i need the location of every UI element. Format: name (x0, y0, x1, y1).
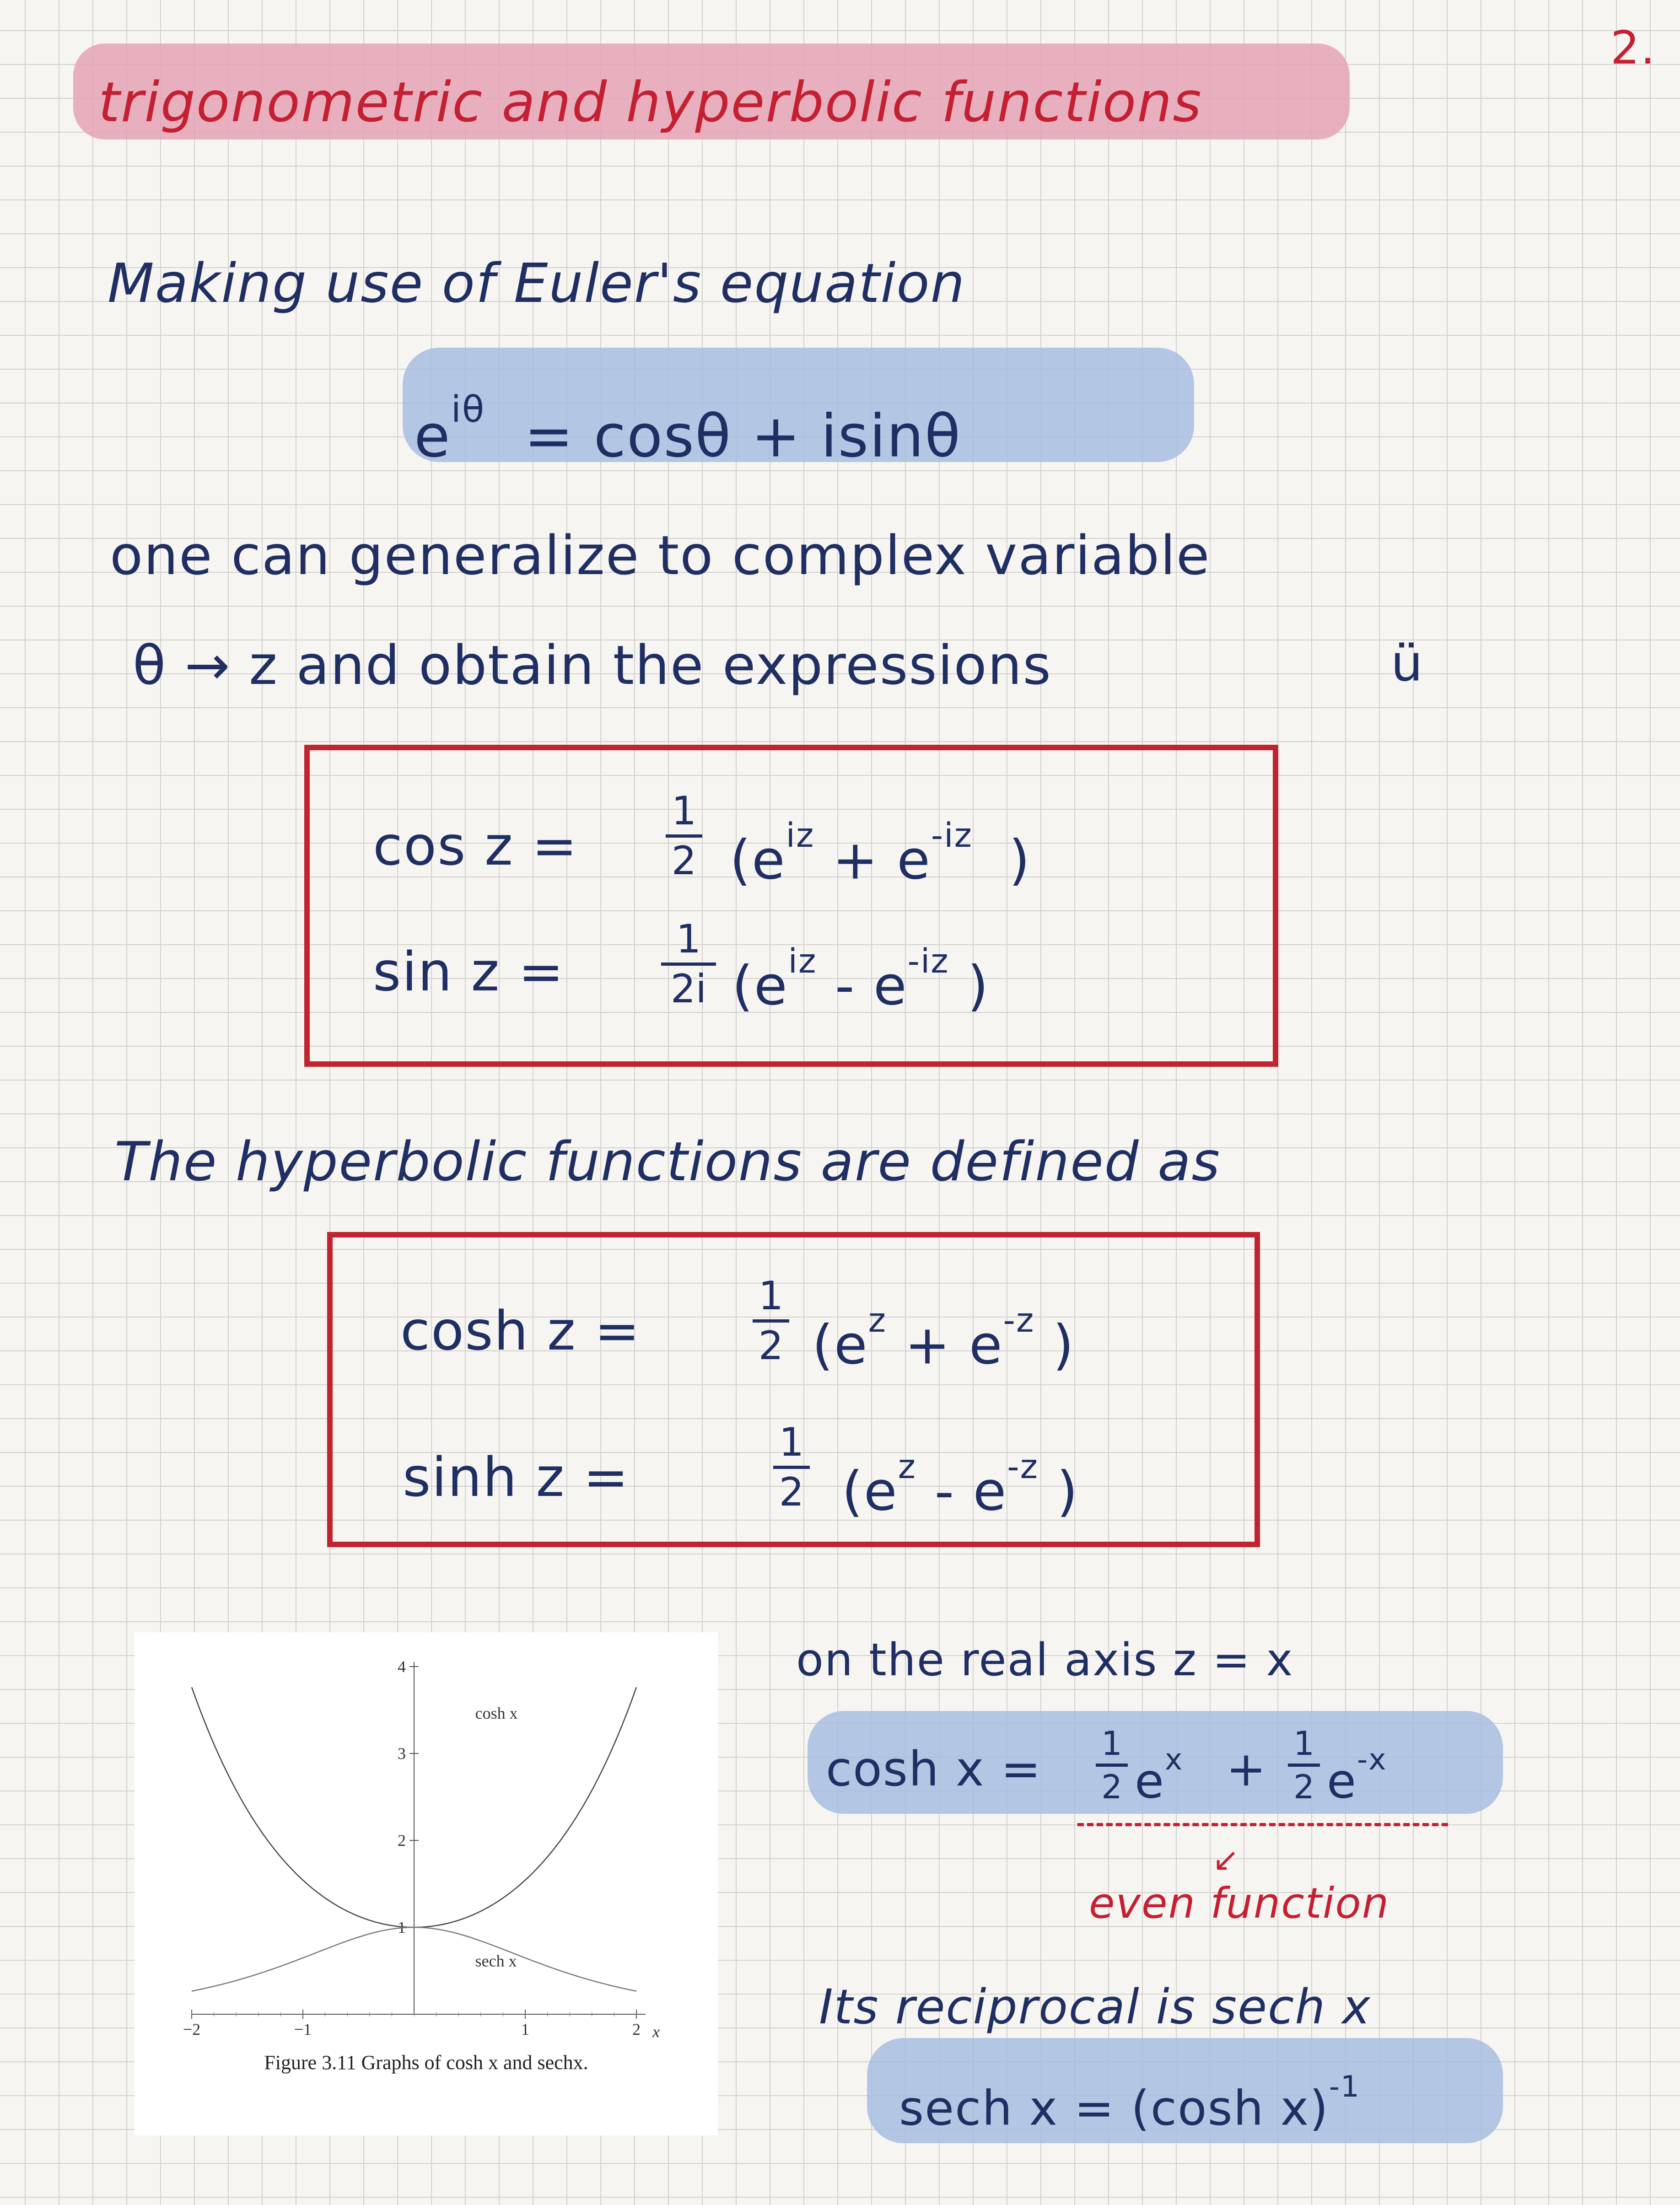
y-tick-label: 3 (398, 1744, 406, 1763)
cosh-x-half-2-denominator: 2 (1293, 1768, 1314, 1806)
sinh-open: (e (842, 1459, 898, 1523)
cosh-fraction-denominator: 2 (758, 1323, 784, 1369)
cos-exp-1: iz (786, 816, 815, 855)
sin-fraction-numerator: 1 (676, 916, 701, 962)
y-tick-label: 4 (398, 1657, 406, 1676)
x-tick-label: 1 (521, 2020, 529, 2038)
y-tick-label: 1 (398, 1918, 406, 1936)
sinh-fraction-denominator: 2 (779, 1469, 804, 1515)
sin-close: ) (967, 954, 990, 1017)
even-arrow-icon: ↙ (1212, 1841, 1240, 1878)
sin-minus: - e (835, 954, 908, 1017)
sinh-exp-2: -z (1007, 1447, 1039, 1486)
y-tick-label: 2 (398, 1831, 406, 1850)
sech-lhs: sech x = (cosh x) (899, 2080, 1329, 2136)
cosh-fraction (753, 1273, 789, 1369)
sin-fraction (661, 916, 716, 1012)
cosh-x-half-2-bar (1288, 1764, 1320, 1767)
sinh-fraction-bar (773, 1466, 810, 1469)
sech-definition (899, 2070, 1361, 2136)
cos-rhs (730, 816, 1031, 892)
cosh-x-e2-exp: -x (1357, 1742, 1387, 1777)
cosh-x-half-1-denominator: 2 (1101, 1768, 1122, 1806)
sinh-fraction-numerator: 1 (779, 1420, 804, 1465)
euler-exponent: iθ (451, 388, 485, 430)
x-tick-label: 2 (632, 2020, 641, 2038)
cos-fraction-bar (666, 834, 702, 838)
cosh-x-e1-exp: x (1164, 1742, 1184, 1777)
intro-line-3-text: θ → z and obtain the expressions (133, 634, 1052, 697)
cosh-rhs (812, 1301, 1075, 1377)
sinh-minus: - e (934, 1459, 1007, 1523)
cos-fraction-numerator: 1 (671, 788, 697, 834)
page-number: 2. (1610, 21, 1656, 75)
sin-definition (373, 940, 565, 1003)
sin-fraction-bar (661, 963, 716, 966)
cos-fraction-denominator: 2 (671, 838, 697, 884)
x-axis-label: x (652, 2022, 660, 2041)
cosh-fraction-numerator: 1 (758, 1273, 784, 1319)
cosh-sech-chart (135, 1632, 718, 2044)
cos-fraction (666, 788, 702, 884)
page-title: trigonometric and hyperbolic functions (98, 71, 1202, 134)
sinh-rhs (842, 1447, 1079, 1523)
cosh-x-term-1 (1135, 1742, 1184, 1809)
cosh-definition (400, 1299, 641, 1362)
cosh-exp-1: z (868, 1301, 887, 1340)
intro-line-1: Making use of Euler's equation (108, 252, 966, 315)
euler-base: e (414, 402, 451, 471)
cosh-label: cosh x (475, 1704, 518, 1722)
cosh-x-half-2 (1288, 1724, 1320, 1806)
figure-caption: Figure 3.11 Graphs of cosh x and sechx. (264, 2051, 588, 2074)
even-underline (1077, 1823, 1448, 1826)
sech-exponent: -1 (1329, 2070, 1361, 2104)
intro-line-2: one can generalize to complex variable (110, 524, 1211, 587)
cos-lhs: cos z = (373, 814, 578, 877)
smiley-icon: ü (1391, 634, 1424, 693)
hyperbolic-intro: The hyperbolic functions are defined as (114, 1130, 1221, 1193)
even-function-note: even function (1089, 1879, 1390, 1928)
cosh-x-half-1-bar (1096, 1764, 1128, 1767)
cosh-close: ) (1052, 1313, 1075, 1377)
sinh-lhs: sinh z = (403, 1446, 630, 1509)
reciprocal-note: Its reciprocal is sech x (819, 1979, 1371, 2035)
intro-line-3 (133, 634, 1052, 697)
x-tick-label: −2 (183, 2020, 201, 2038)
sin-exp-1: iz (788, 942, 817, 981)
trig-definitions-box (304, 745, 1278, 1067)
cosh-x-half-2-numerator: 1 (1293, 1724, 1314, 1763)
sin-fraction-denominator: 2i (670, 966, 707, 1012)
sin-rhs-open: (e (732, 954, 788, 1017)
cos-plus: + e (832, 828, 931, 892)
sin-lhs: sin z = (373, 940, 565, 1003)
cosh-open: (e (812, 1313, 868, 1377)
cosh-x-term-2 (1327, 1742, 1387, 1809)
sinh-exp-1: z (898, 1447, 917, 1486)
cosh-x-half-1 (1096, 1724, 1128, 1806)
cosh-sech-figure (135, 1632, 718, 2135)
cos-exp-2: -iz (931, 816, 973, 855)
real-axis-note: on the real axis z = x (796, 1634, 1294, 1686)
x-tick-label: −1 (294, 2020, 312, 2038)
cosh-plus: + e (905, 1313, 1003, 1377)
cosh-exp-2: -z (1003, 1301, 1035, 1340)
sin-rhs (732, 942, 990, 1017)
cosh-lhs: cosh z = (400, 1299, 641, 1362)
euler-equation (414, 388, 962, 471)
euler-rhs: = cosθ + isinθ (524, 402, 962, 471)
cosh-x-e1: e (1135, 1753, 1165, 1809)
sinh-close: ) (1056, 1459, 1079, 1523)
cosh-fraction-bar (753, 1319, 789, 1323)
sinh-fraction (773, 1420, 810, 1515)
cos-close: ) (1009, 828, 1031, 892)
cosh-x-half-1-numerator: 1 (1101, 1724, 1122, 1763)
sech-label: sech x (475, 1952, 517, 1970)
cos-definition (373, 814, 578, 877)
cosh-x-e2: e (1327, 1753, 1357, 1809)
cosh-x-plus: + (1226, 1741, 1267, 1797)
cosh-x-lhs: cosh x = (826, 1741, 1042, 1797)
cos-rhs-open: (e (730, 828, 786, 892)
sinh-definition (403, 1446, 630, 1509)
sin-exp-2: -iz (907, 942, 949, 981)
